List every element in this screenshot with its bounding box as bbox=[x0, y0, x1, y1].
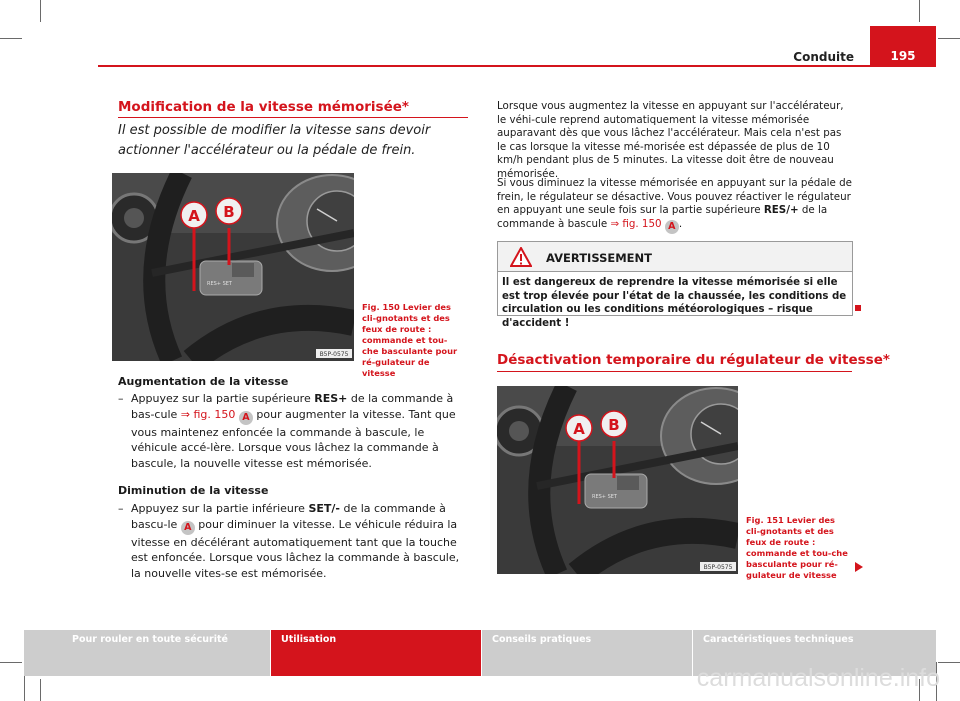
section-title: Désactivation temporaire du régulateur de vitesse* bbox=[497, 352, 890, 368]
paragraph-brake bbox=[497, 177, 853, 234]
figure-reference-link[interactable]: ⇒ fig. 150 bbox=[180, 407, 236, 421]
crop-mark bbox=[40, 679, 41, 701]
instruction-decrease bbox=[131, 501, 466, 581]
text-run: Appuyez sur la partie supérieure bbox=[131, 392, 315, 405]
steering-column-illustration bbox=[497, 386, 738, 574]
section-intro: Il est possible de modifier la vitesse sans devoir actionner l'accélérateur ou la pédale de frein. bbox=[118, 123, 431, 158]
figure-code: B5P-0575 bbox=[703, 564, 733, 571]
section-title-rule bbox=[118, 117, 468, 118]
footer-tab-label: Pour rouler en toute sécurité bbox=[72, 634, 228, 645]
callout-a: A bbox=[188, 207, 200, 225]
watermark: carmanualsonline.info bbox=[696, 664, 940, 692]
warning-header bbox=[498, 242, 852, 272]
svg-text:RES+ SET: RES+ SET bbox=[592, 494, 617, 500]
key-label: SET/- bbox=[308, 502, 340, 515]
callout-b: B bbox=[608, 416, 620, 434]
callout-badge: A bbox=[181, 521, 195, 535]
crop-mark bbox=[919, 0, 920, 22]
continue-arrow-icon bbox=[855, 562, 863, 572]
crop-mark bbox=[0, 38, 22, 39]
figure-number: Fig. 151 bbox=[746, 515, 784, 525]
warning-title: AVERTISSEMENT bbox=[546, 251, 653, 265]
crop-mark bbox=[0, 662, 22, 663]
instruction-increase bbox=[131, 391, 466, 471]
header-rule bbox=[98, 65, 936, 67]
svg-text:RES+ SET: RES+ SET bbox=[207, 281, 232, 287]
figure-150-caption bbox=[362, 302, 462, 379]
figure-150-image bbox=[112, 173, 354, 361]
key-label: RES/+ bbox=[763, 204, 799, 217]
warning-text: Il est dangereux de reprendre la vitesse mémorisée si elle est trop élevée pour l'état de la chaussée, les conditions de circulation ou les conditions météorologiques – risque d'accident ! bbox=[502, 277, 847, 329]
figure-number: Fig. 150 bbox=[362, 302, 400, 312]
callout-badge: A bbox=[665, 220, 679, 234]
footer-tab-utilisation[interactable] bbox=[271, 630, 481, 676]
text-run: de la commande à bascule bbox=[497, 204, 828, 230]
steering-column-illustration bbox=[112, 173, 354, 361]
callout-a: A bbox=[573, 420, 585, 438]
page-number: 195 bbox=[890, 49, 916, 63]
text-run: de la commande à bas-cule bbox=[131, 392, 454, 421]
end-of-section-marker bbox=[855, 305, 861, 311]
list-dash: – bbox=[118, 392, 124, 405]
section-title-rule bbox=[497, 371, 852, 372]
figure-reference-link[interactable]: ⇒ fig. 150 bbox=[610, 217, 662, 230]
crop-mark bbox=[938, 38, 960, 39]
footer-tab-label: Caractéristiques techniques bbox=[703, 634, 854, 645]
section-title: Modification de la vitesse mémorisée* bbox=[118, 99, 409, 115]
warning-box bbox=[497, 241, 853, 329]
figure-caption-text: Levier des cli-gnotants et des feux de route : commande et tou-che basculante pour ré-gulateur de vitesse bbox=[746, 515, 848, 580]
text-run: Appuyez sur la partie inférieure bbox=[131, 502, 309, 515]
figure-151-caption bbox=[746, 515, 850, 581]
figure-caption-text: Levier des cli-gnotants et des feux de route : commande et tou-che basculante pour ré-gulateur de vitesse bbox=[362, 302, 458, 378]
running-header-title: Conduite bbox=[793, 50, 854, 64]
text-run: . bbox=[678, 217, 683, 230]
warning-triangle-icon bbox=[510, 247, 532, 267]
text-run: pour augmenter la vitesse. Tant que vous maintenez enfoncée la commande à bascule, le véhicule accé-lère. Lorsque vous lâchez la commande à bascule, la nouvelle vitesse est mémorisée. bbox=[131, 407, 456, 470]
subheading-increase: Augmentation de la vitesse bbox=[118, 375, 289, 388]
crop-mark bbox=[40, 0, 41, 22]
callout-badge: A bbox=[239, 411, 253, 425]
paragraph-resume: Lorsque vous augmentez la vitesse en appuyant sur l'accélérateur, le véhi-cule reprend automatiquement la vitesse mémorisée auparavant dès que vous lâchez l'accélérateur. Mais cela n'est pas le cas lorsque la vitesse mé-morisée est dépassée de plus de 10 km/h pendant plus de 5 minutes. La vitesse doit être de nouveau mémorisée. bbox=[497, 100, 844, 180]
key-label: RES+ bbox=[314, 392, 348, 405]
figure-code: B5P-0575 bbox=[319, 351, 349, 358]
footer-tab-label: Utilisation bbox=[281, 634, 337, 645]
text-run: pour diminuer la vitesse. Le véhicule réduira la vitesse en décélérant automatiquement tant que la touche est enfoncée. Lorsque vous lâchez la commande à bascule, la nouvelle vites-se est mémorisée. bbox=[131, 517, 460, 580]
footer-tab-label: Conseils pratiques bbox=[492, 634, 592, 645]
text-run: Si vous diminuez la vitesse mémorisée en appuyant sur la pédale de frein, le régulateur se désactive. Vous pouvez réactiver le régulateur en appuyant une seule fois sur la partie supérieure bbox=[497, 177, 852, 217]
callout-b: B bbox=[223, 203, 235, 221]
figure-151-image bbox=[497, 386, 738, 574]
text-run: de la commande à bascu-le bbox=[131, 502, 446, 531]
subheading-decrease: Diminution de la vitesse bbox=[118, 484, 269, 497]
list-dash: – bbox=[118, 502, 124, 515]
footer-tab-safety[interactable] bbox=[24, 630, 270, 676]
crop-mark bbox=[938, 662, 960, 663]
